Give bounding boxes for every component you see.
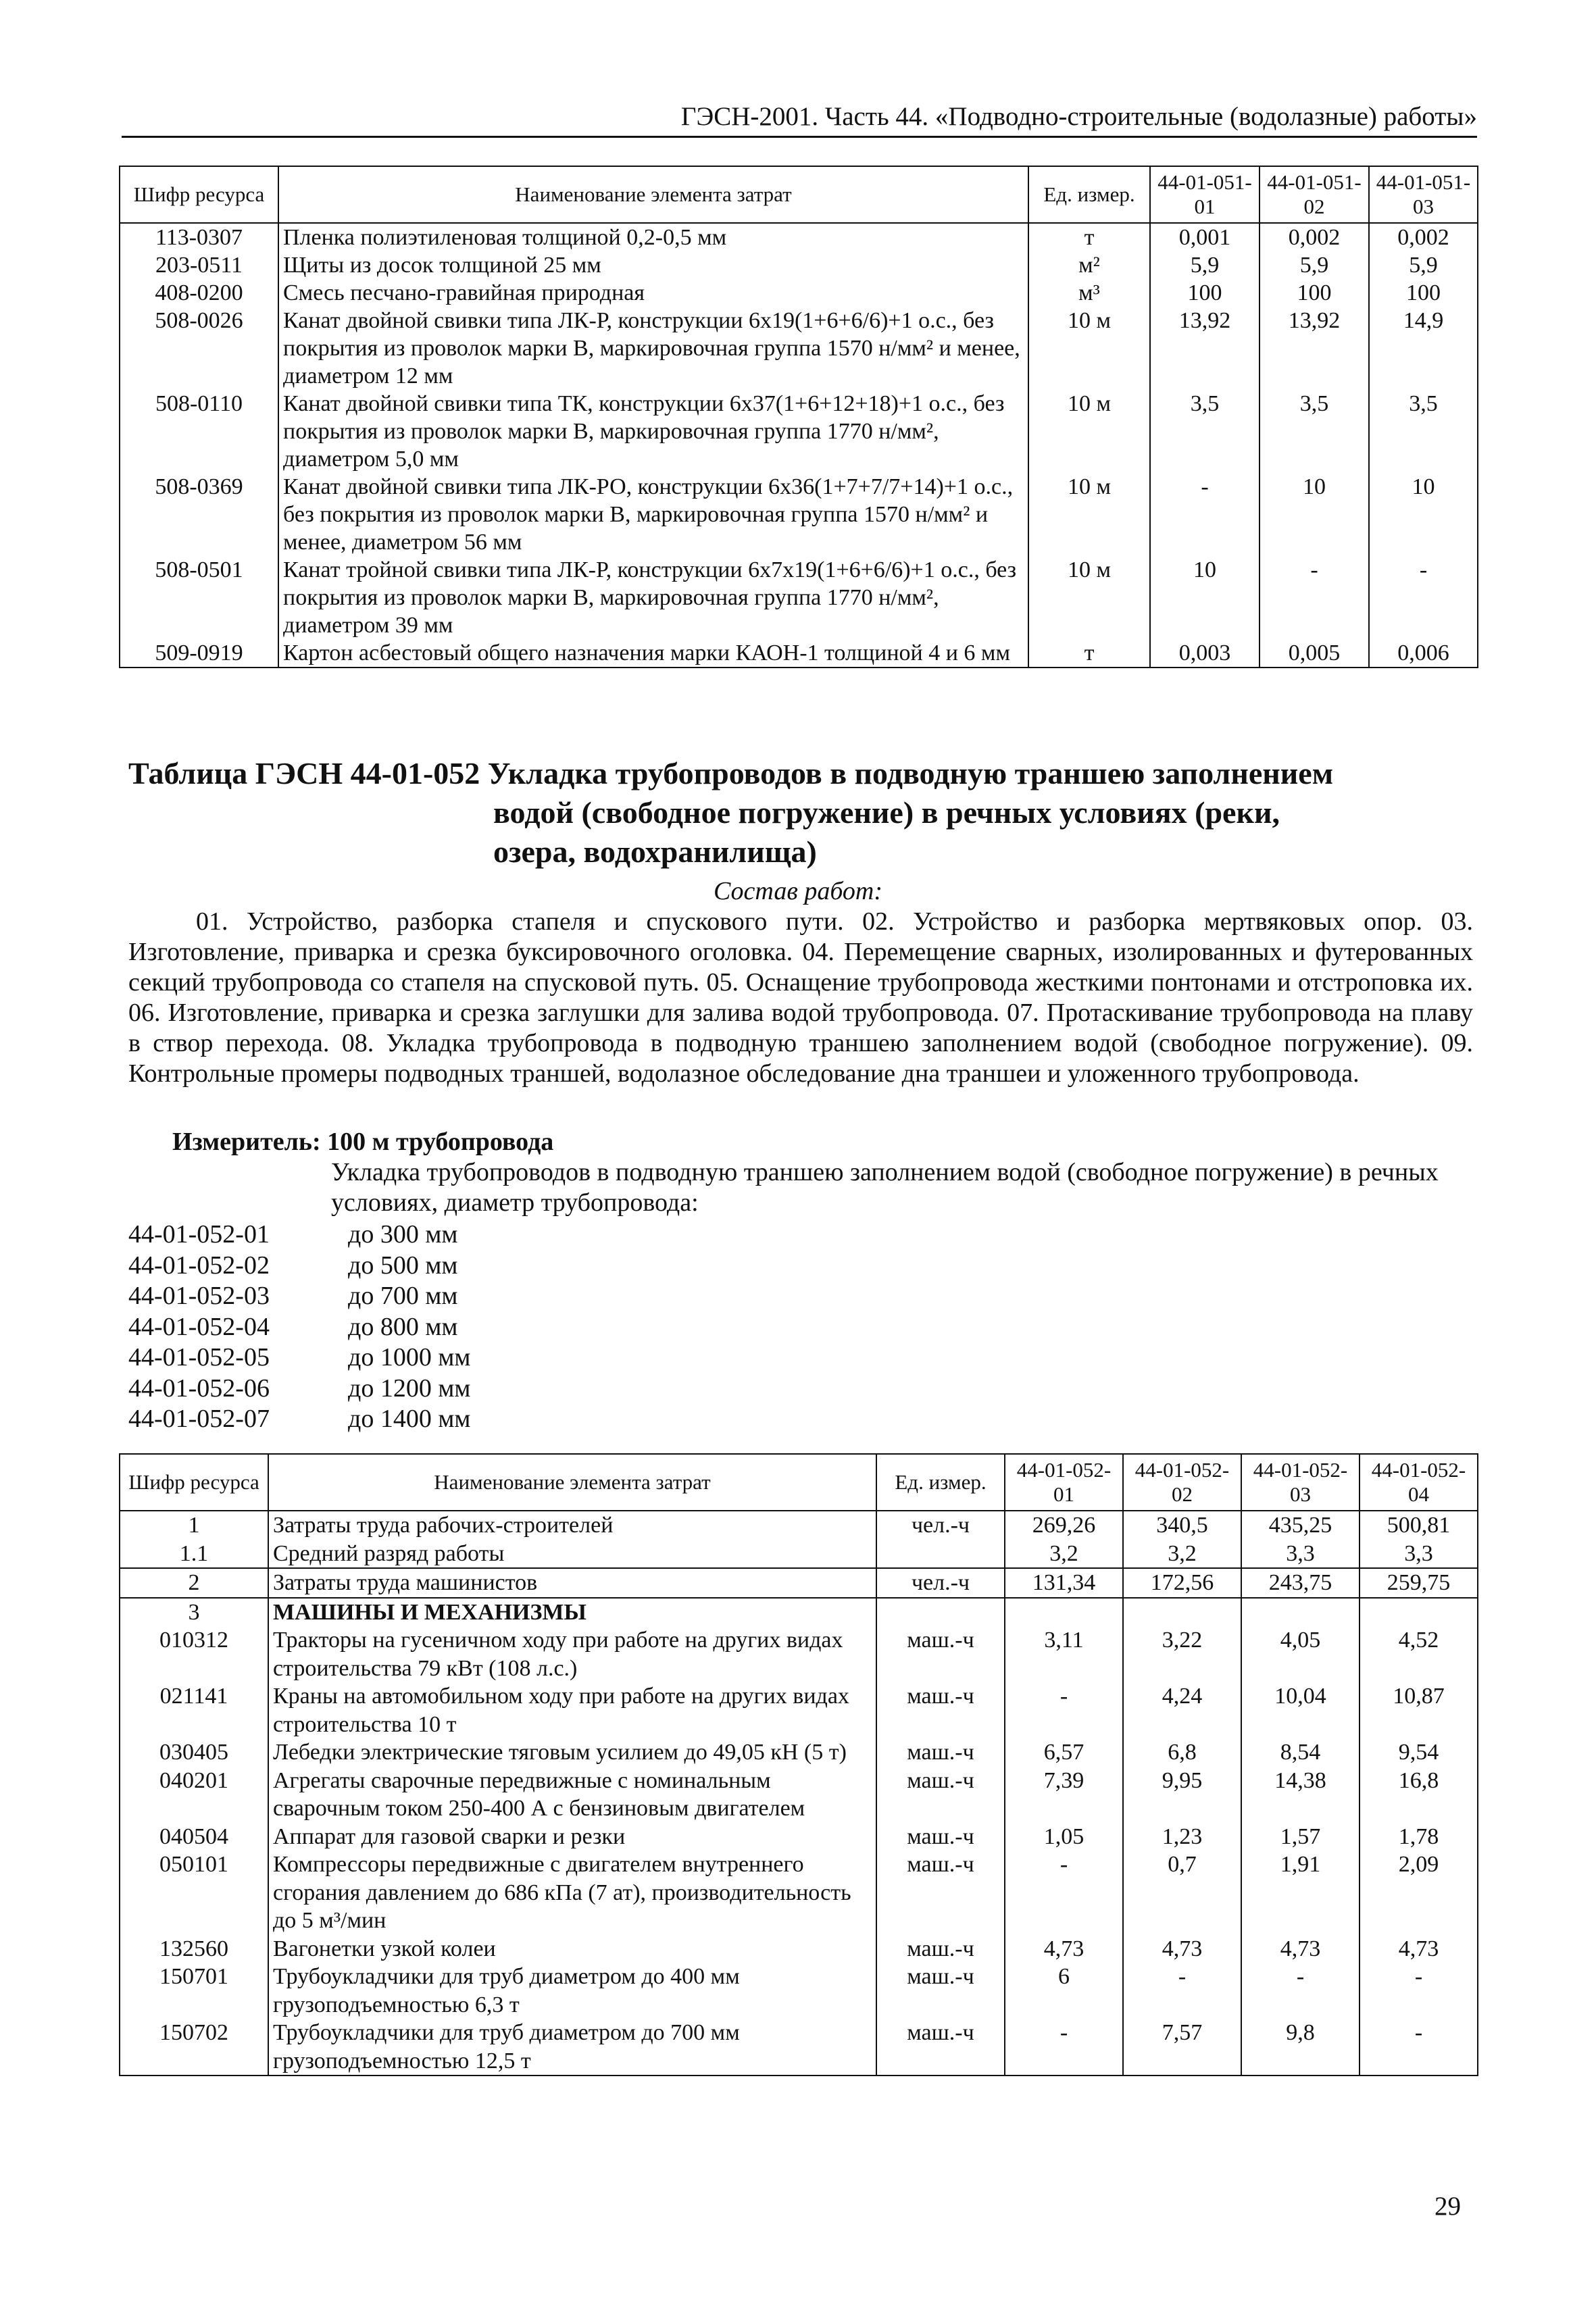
resource-name: Тракторы на гусеничном ходу при работе на других видах строительства 79 кВт (108 л.с.) [268, 1626, 876, 1682]
resource-unit: 10 м [1028, 390, 1150, 473]
variant-code: 44-01-052-01 [128, 1220, 270, 1249]
resource-value: 4,73 [1123, 1935, 1241, 1963]
resource-value: 4,73 [1241, 1935, 1360, 1963]
variant-code: 44-01-052-05 [128, 1343, 270, 1372]
resource-value: - [1005, 1682, 1123, 1738]
resource-value: 259,75 [1360, 1568, 1478, 1598]
list-item [128, 1404, 470, 1435]
resource-name: Затраты труда машинистов [268, 1568, 876, 1598]
resource-value: 14,9 [1369, 307, 1478, 390]
resource-name: Картон асбестовый общего назначения марки КАОН-1 толщиной 4 и 6 мм [278, 639, 1028, 668]
column-header: 44-01-052-03 [1241, 1454, 1360, 1511]
resource-value: 2,09 [1360, 1851, 1478, 1935]
column-header: Наименование элемента затрат [278, 166, 1028, 223]
resource-value: 0,002 [1369, 223, 1478, 251]
resource-value: 269,26 [1005, 1511, 1123, 1540]
resource-value: 9,8 [1241, 2019, 1360, 2076]
resource-unit: чел.-ч [876, 1568, 1005, 1598]
variant-description: до 300 мм [348, 1220, 458, 1249]
resource-value: 3,5 [1369, 390, 1478, 473]
table-row [120, 390, 1478, 473]
resource-value: 10,04 [1241, 1682, 1360, 1738]
resource-unit [876, 1598, 1005, 1627]
resource-code: 150701 [120, 1963, 268, 2019]
list-item [128, 1281, 470, 1312]
resource-value: 0,003 [1150, 639, 1260, 668]
section-title-line: водой (свободное погружение) в речных условиях (реки, [493, 795, 1280, 830]
resource-value: 16,8 [1360, 1767, 1478, 1823]
table-row [120, 279, 1478, 307]
resource-name: Компрессоры передвижные с двигателем внутреннего сгорания давлением до 686 кПа (7 ат), производительность до 5 м³/мин [268, 1851, 876, 1935]
resource-value: 4,05 [1241, 1626, 1360, 1682]
work-composition-heading: Состав работ: [713, 877, 883, 905]
resource-value: 4,24 [1123, 1682, 1241, 1738]
resource-value: 1,57 [1241, 1823, 1360, 1851]
resource-value: - [1005, 2019, 1123, 2076]
column-header: Шифр ресурса [120, 166, 278, 223]
resource-unit: маш.-ч [876, 2019, 1005, 2076]
resource-code: 2 [120, 1568, 268, 1598]
resource-value: 3,22 [1123, 1626, 1241, 1682]
column-header: 44-01-051-01 [1150, 166, 1260, 223]
resource-code: 508-0110 [120, 390, 278, 473]
table-row [120, 1540, 1478, 1569]
resource-value: 6,8 [1123, 1738, 1241, 1767]
resource-name: Щиты из досок толщиной 25 мм [278, 251, 1028, 279]
resource-value: 4,73 [1005, 1935, 1123, 1963]
table-row [120, 1851, 1478, 1935]
resource-value: 340,5 [1123, 1511, 1241, 1540]
resources-table-052 [119, 1453, 1478, 2076]
resource-code: 1 [120, 1511, 268, 1540]
table-row [120, 639, 1478, 668]
resource-value: - [1360, 1963, 1478, 2019]
resource-value: 100 [1260, 279, 1369, 307]
resource-code: 010312 [120, 1626, 268, 1682]
variant-code: 44-01-052-03 [128, 1282, 270, 1310]
resource-value: - [1005, 1851, 1123, 1935]
resource-unit: м² [1028, 251, 1150, 279]
resource-value: - [1260, 556, 1369, 639]
table-row [120, 1682, 1478, 1738]
section-title [128, 754, 1473, 872]
resource-value: 10 [1260, 473, 1369, 556]
list-item [128, 1219, 470, 1251]
resource-value: 1,23 [1123, 1823, 1241, 1851]
table-row [120, 473, 1478, 556]
resource-value: 3,5 [1260, 390, 1369, 473]
resource-name: Канат двойной свивки типа ЛК-Р, конструкции 6х19(1+6+6/6)+1 о.с., без покрытия из проволок марки В, маркировочная группа 1570 н/мм² и менее, диаметром 12 мм [278, 307, 1028, 390]
resource-unit [876, 1540, 1005, 1569]
resource-value: 172,56 [1123, 1568, 1241, 1598]
table-row [120, 1963, 1478, 2019]
resource-code: 408-0200 [120, 279, 278, 307]
section-title-line: озера, водохранилища) [493, 834, 817, 869]
variants-list [128, 1219, 470, 1435]
column-header: 44-01-052-02 [1123, 1454, 1241, 1511]
resource-value: 4,52 [1360, 1626, 1478, 1682]
resource-value: 4,73 [1360, 1935, 1478, 1963]
column-header: 44-01-052-01 [1005, 1454, 1123, 1511]
resource-value: 5,9 [1260, 251, 1369, 279]
resources-table-051 [119, 166, 1478, 668]
resource-name: Вагонетки узкой колеи [268, 1935, 876, 1963]
variant-description: до 1400 мм [348, 1405, 471, 1433]
resource-value: 10 [1150, 556, 1260, 639]
resource-name: МАШИНЫ И МЕХАНИЗМЫ [268, 1598, 876, 1627]
table-row [120, 2019, 1478, 2076]
resource-code: 040201 [120, 1767, 268, 1823]
resource-name: Краны на автомобильном ходу при работе на других видах строительства 10 т [268, 1682, 876, 1738]
resource-name: Трубоукладчики для труб диаметром до 700 мм грузоподъемностью 12,5 т [268, 2019, 876, 2076]
resource-unit: т [1028, 639, 1150, 668]
resource-name: Канат тройной свивки типа ЛК-Р, конструкции 6х7х19(1+6+6/6)+1 о.с., без покрытия из проволок марки В, маркировочная группа 1770 н/мм², диаметром 39 мм [278, 556, 1028, 639]
column-header: Ед. измер. [1028, 166, 1150, 223]
variant-code: 44-01-052-04 [128, 1312, 270, 1341]
resource-code: 509-0919 [120, 639, 278, 668]
variant-description: до 700 мм [348, 1282, 458, 1310]
resource-value: 1,78 [1360, 1823, 1478, 1851]
resource-value [1360, 1598, 1478, 1627]
resource-code: 150702 [120, 2019, 268, 2076]
resource-value: 500,81 [1360, 1511, 1478, 1540]
resource-value: 9,95 [1123, 1767, 1241, 1823]
resource-code: 1.1 [120, 1540, 268, 1569]
column-header: 44-01-051-03 [1369, 166, 1478, 223]
resource-name: Агрегаты сварочные передвижные с номинальным сварочным током 250-400 А с бензиновым двигателем [268, 1767, 876, 1823]
resource-value [1241, 1598, 1360, 1627]
table-row [120, 556, 1478, 639]
resource-code: 113-0307 [120, 223, 278, 251]
resource-code: 030405 [120, 1738, 268, 1767]
resource-unit: маш.-ч [876, 1682, 1005, 1738]
resource-value: 131,34 [1005, 1568, 1123, 1598]
resource-value: 3,11 [1005, 1626, 1123, 1682]
variant-description: до 500 мм [348, 1251, 458, 1280]
resource-name: Трубоукладчики для труб диаметром до 400 мм грузоподъемностью 6,3 т [268, 1963, 876, 2019]
resource-code: 050101 [120, 1851, 268, 1935]
resource-value: 14,38 [1241, 1767, 1360, 1823]
resource-value: 3,2 [1123, 1540, 1241, 1569]
variant-description: до 800 мм [348, 1312, 458, 1341]
resource-value: - [1241, 1963, 1360, 2019]
resource-value: 10,87 [1360, 1682, 1478, 1738]
resource-value: - [1360, 2019, 1478, 2076]
resource-unit: чел.-ч [876, 1511, 1005, 1540]
column-header: Ед. измер. [876, 1454, 1005, 1511]
resource-value [1123, 1598, 1241, 1627]
resource-code: 040504 [120, 1823, 268, 1851]
list-item [128, 1312, 470, 1343]
list-item [128, 1342, 470, 1374]
table-row [120, 1568, 1478, 1598]
resource-unit: маш.-ч [876, 1851, 1005, 1935]
page-header: ГЭСН-2001. Часть 44. «Подводно-строительные (водолазные) работы» [122, 101, 1477, 138]
column-header: 44-01-052-04 [1360, 1454, 1478, 1511]
table-row [120, 307, 1478, 390]
resource-value: - [1369, 556, 1478, 639]
resource-value: - [1150, 473, 1260, 556]
table-row [120, 251, 1478, 279]
work-description: 01. Устройство, разборка стапеля и спускового пути. 02. Устройство и разборка мертвяковых опор. 03. Изготовление, приварка и срезка буксировочного оголовка. 04. Перемещение сварных, изолированных и футерованных секций трубопровода со стапеля на спусковой путь. 05. Оснащение трубопровода жесткими понтонами и отстроповка их. 06. Изготовление, приварка и срезка заглушки для залива водой трубопровода. 07. Протаскивание трубопровода на плаву в створ перехода. 08. Укладка трубопровода в подводную траншею заполнением водой (свободное погружение). 09. Контрольные промеры подводных траншей, водолазное обследование дна траншеи и уложенного трубопровода. [128, 907, 1473, 1088]
table-header-row [120, 1454, 1478, 1511]
column-header: 44-01-051-02 [1260, 166, 1369, 223]
resource-value: 0,005 [1260, 639, 1369, 668]
variant-code: 44-01-052-07 [128, 1405, 270, 1433]
resource-name: Пленка полиэтиленовая толщиной 0,2-0,5 мм [278, 223, 1028, 251]
variant-code: 44-01-052-02 [128, 1251, 270, 1280]
resource-unit: маш.-ч [876, 1738, 1005, 1767]
resource-value: 3,3 [1241, 1540, 1360, 1569]
table-row [120, 1823, 1478, 1851]
table-row [120, 1738, 1478, 1767]
list-item [128, 1251, 470, 1282]
variant-code: 44-01-052-06 [128, 1374, 270, 1403]
measure-unit: Измеритель: 100 м трубопровода [172, 1128, 554, 1156]
resource-value: 243,75 [1241, 1568, 1360, 1598]
section-title-line: Таблица ГЭСН 44-01-052 Укладка трубопроводов в подводную траншею заполнением [128, 756, 1334, 790]
column-header: Наименование элемента затрат [268, 1454, 876, 1511]
resource-code: 508-0026 [120, 307, 278, 390]
resource-value: 1,05 [1005, 1823, 1123, 1851]
resource-value: 10 [1369, 473, 1478, 556]
resource-name: Канат двойной свивки типа ТК, конструкции 6х37(1+6+12+18)+1 о.с., без покрытия из проволок марки В, маркировочная группа 1770 н/мм², диаметром 5,0 мм [278, 390, 1028, 473]
resource-value: 3,2 [1005, 1540, 1123, 1569]
resource-value: 0,7 [1123, 1851, 1241, 1935]
resource-unit: маш.-ч [876, 1963, 1005, 2019]
resource-value: 1,91 [1241, 1851, 1360, 1935]
resource-unit: маш.-ч [876, 1935, 1005, 1963]
resource-name: Канат двойной свивки типа ЛК-РО, конструкции 6х36(1+7+7/7+14)+1 о.с., без покрытия из проволок марки В, маркировочная группа 1570 н/мм² и менее, диаметром 56 мм [278, 473, 1028, 556]
resource-value: 5,9 [1150, 251, 1260, 279]
resource-value: 13,92 [1150, 307, 1260, 390]
variants-caption: Укладка трубопроводов в подводную траншею заполнением водой (свободное погружение) в речных условиях, диаметр трубопровода: [331, 1158, 1439, 1217]
resource-name: Лебедки электрические тяговым усилием до 49,05 кН (5 т) [268, 1738, 876, 1767]
resource-value: 100 [1150, 279, 1260, 307]
resource-value: 13,92 [1260, 307, 1369, 390]
resource-unit: маш.-ч [876, 1823, 1005, 1851]
table-row [120, 1598, 1478, 1627]
resource-value: 7,57 [1123, 2019, 1241, 2076]
page-number: 29 [1435, 2192, 1461, 2221]
resource-unit: 10 м [1028, 307, 1150, 390]
resource-value: 9,54 [1360, 1738, 1478, 1767]
resource-value [1005, 1598, 1123, 1627]
resource-value: 0,006 [1369, 639, 1478, 668]
resource-unit: т [1028, 223, 1150, 251]
resource-value: - [1123, 1963, 1241, 2019]
table-header-row [120, 166, 1478, 223]
resource-code: 203-0511 [120, 251, 278, 279]
resource-name: Аппарат для газовой сварки и резки [268, 1823, 876, 1851]
resource-unit: м³ [1028, 279, 1150, 307]
table-row [120, 1511, 1478, 1540]
resource-code: 508-0369 [120, 473, 278, 556]
resource-name: Средний разряд работы [268, 1540, 876, 1569]
resource-value: 7,39 [1005, 1767, 1123, 1823]
resource-name: Затраты труда рабочих-строителей [268, 1511, 876, 1540]
resource-value: 435,25 [1241, 1511, 1360, 1540]
variant-description: до 1200 мм [348, 1374, 471, 1403]
resource-code: 021141 [120, 1682, 268, 1738]
table-row [120, 1935, 1478, 1963]
resource-value: 8,54 [1241, 1738, 1360, 1767]
resource-value: 6,57 [1005, 1738, 1123, 1767]
resource-value: 0,001 [1150, 223, 1260, 251]
resource-unit: маш.-ч [876, 1626, 1005, 1682]
resource-name: Смесь песчано-гравийная природная [278, 279, 1028, 307]
resource-unit: маш.-ч [876, 1767, 1005, 1823]
resource-value: 6 [1005, 1963, 1123, 2019]
resource-value: 5,9 [1369, 251, 1478, 279]
resource-code: 132560 [120, 1935, 268, 1963]
variant-description: до 1000 мм [348, 1343, 471, 1372]
column-header: Шифр ресурса [120, 1454, 268, 1511]
resource-unit: 10 м [1028, 556, 1150, 639]
resource-value: 0,002 [1260, 223, 1369, 251]
resource-value: 100 [1369, 279, 1478, 307]
resource-unit: 10 м [1028, 473, 1150, 556]
resource-value: 3,5 [1150, 390, 1260, 473]
resource-value: 3,3 [1360, 1540, 1478, 1569]
table-row [120, 223, 1478, 251]
resource-code: 3 [120, 1598, 268, 1627]
table-row [120, 1767, 1478, 1823]
resource-code: 508-0501 [120, 556, 278, 639]
list-item [128, 1374, 470, 1405]
table-row [120, 1626, 1478, 1682]
